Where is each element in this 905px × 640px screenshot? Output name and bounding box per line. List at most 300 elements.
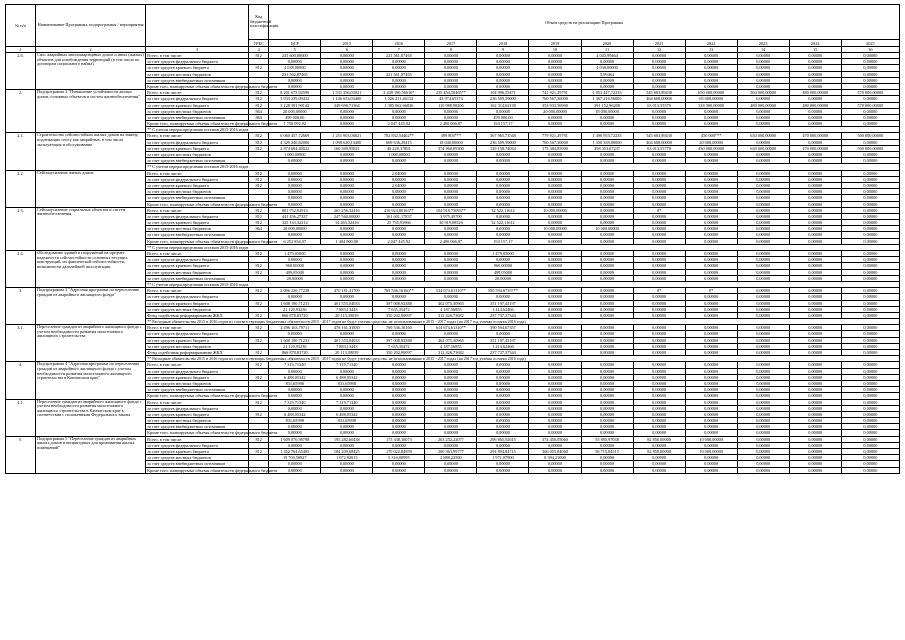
year-amount: 0,00000 (425, 418, 477, 424)
year-amount: 0,00000 (477, 71, 529, 77)
year-amount: 410 924,80163** (373, 207, 425, 213)
year-amount: 0,00000 (685, 182, 737, 188)
year-amount: 0,00000 (841, 380, 899, 386)
year-amount: 55 895,97038 (581, 436, 633, 442)
year-amount: 0,00000 (737, 362, 789, 368)
year-amount: 0,00000 (789, 53, 841, 59)
header-column-index: 6 (321, 47, 373, 53)
year-amount: 0,00000 (373, 176, 425, 182)
year-amount: 0,00000 (737, 53, 789, 59)
header-column-index: 11 (581, 47, 633, 53)
year-amount: 0,00000 (841, 189, 899, 195)
year-amount: 0,00000 (789, 418, 841, 424)
footnote: ** С учетом перераспределения остатков 2015-2016 годов (146, 164, 900, 170)
year-amount: 0,00000 (841, 461, 899, 467)
funding-source: за счет средств федерального бюджета (146, 96, 249, 102)
header-column-index: 8 (425, 47, 477, 53)
year-amount: 0,00000 (321, 263, 373, 269)
year-amount: 0,00000 (477, 257, 529, 263)
funding-source: за счет средств федерального бюджета (146, 442, 249, 448)
year-amount: 0,00000 (581, 362, 633, 368)
year-amount: 0,00000 (685, 269, 737, 275)
year-amount: 0,00000 (425, 176, 477, 182)
year-amount: 0,00000 (425, 114, 477, 120)
year-amount: 2 047 445,92 (373, 121, 425, 127)
year-amount: 0,00000 (477, 387, 529, 393)
year-amount: 0,00000 (841, 152, 899, 158)
year-amount: 0,00000 (529, 325, 581, 331)
year-amount: 0,00000 (841, 207, 899, 213)
year-amount: 0,00000 (529, 294, 581, 300)
year-amount: 318 300,00000 (685, 102, 737, 108)
year-amount: 0,00000 (789, 65, 841, 71)
year-amount: 0,00000 (737, 114, 789, 120)
year-amount: 0,00000 (581, 158, 633, 164)
year-amount: 0,00000 (373, 251, 425, 257)
year-amount: 0,00000 (737, 189, 789, 195)
funding-source: за счет средств краевого бюджета (146, 337, 249, 343)
year-amount: 298 353,07237 (581, 145, 633, 151)
year-amount: 0,00000 (529, 467, 581, 473)
year-amount: 0,00000 (373, 83, 425, 89)
year-amount: 0,00000 (581, 176, 633, 182)
funding-source: за счет средств внебюджетных источников (146, 232, 249, 238)
year-amount: 669 636,29415 (373, 139, 425, 145)
total-amount: 801 752,02913 (269, 207, 321, 213)
year-amount: 0,00000 (789, 83, 841, 89)
year-amount: 0,00000 (685, 399, 737, 405)
funding-source: Всего, в том числе: (146, 90, 249, 96)
year-amount: 0,00000 (529, 53, 581, 59)
year-amount: 0,00000 (581, 430, 633, 436)
total-amount: 0,00000 (269, 294, 321, 300)
year-amount: 0,00000 (737, 201, 789, 207)
year-amount: 0,00000 (581, 455, 633, 461)
year-amount: 2 490 066,07 (425, 238, 477, 244)
year-amount: 0,00000 (633, 195, 685, 201)
year-amount: 0,00000 (841, 269, 899, 275)
year-amount: 0,00000 (425, 393, 477, 399)
year-amount: 0,00000 (633, 71, 685, 77)
grbs-code: 812 (249, 96, 269, 102)
year-amount: 470 000,00000 (789, 133, 841, 139)
year-amount: 0,00000 (789, 442, 841, 448)
header-column-index: 3 (146, 47, 249, 53)
funding-source: за счет средств местных бюджетов (146, 152, 249, 158)
total-amount: 0,00000 (269, 77, 321, 83)
year-amount: 0,00000 (321, 121, 373, 127)
funding-source: Кроме того, планируемые объемы обязательств федерального бюджета (147, 430, 278, 436)
program-funding-table (5, 4, 900, 474)
year-amount: 0,00000 (789, 170, 841, 176)
year-amount: 0,00000 (581, 424, 633, 430)
year-amount: 0,00000 (581, 170, 633, 176)
row-number: 2.4. (6, 251, 36, 288)
year-amount: 560 000,00000 (737, 90, 789, 96)
year-amount: 0,00000 (633, 467, 685, 473)
year-amount: 0,00000 (841, 182, 899, 188)
year-amount: 1 146 653,03400 (321, 96, 373, 102)
year-amount: 0,00000 (789, 449, 841, 455)
funding-source: Всего, в том числе: (146, 53, 249, 59)
year-amount: 0,00000 (529, 59, 581, 65)
header-column-index: 4 (249, 47, 269, 53)
funding-source: за счет средств внебюджетных источников (146, 461, 249, 467)
year-amount: 0,00000 (581, 393, 633, 399)
year-amount: 0,00000 (425, 411, 477, 417)
year-amount: 0,00000 (581, 350, 633, 356)
year-amount: 391 152,96208 (581, 102, 633, 108)
year-amount: 0,00000 (373, 294, 425, 300)
year-amount: 0,00000 (321, 170, 373, 176)
year-amount: 0,00000 (737, 306, 789, 312)
year-amount: 0,00000 (789, 300, 841, 306)
total-amount: 0,00000 (269, 182, 321, 188)
year-amount: 0,00000 (529, 306, 581, 312)
year-amount: 397 008,92388 (373, 300, 425, 306)
row-number: 2.6. (6, 53, 36, 90)
year-amount: 367 965,73548 (477, 133, 529, 139)
year-amount: 14 263,32416 (321, 220, 373, 226)
year-amount: 0,00000 (737, 207, 789, 213)
year-amount: 0,00000 (841, 288, 899, 294)
year-amount: 0,00000 (789, 350, 841, 356)
year-amount: 0,00000 (529, 275, 581, 281)
year-amount: 0,00000 (737, 213, 789, 219)
total-amount: 19 703,50827 (269, 455, 321, 461)
total-amount: 0,00000 (269, 257, 321, 263)
year-amount: 0,00000 (477, 189, 529, 195)
year-amount: 1 251 903,06821 (321, 133, 373, 139)
funding-source: за счет средств внебюджетных источников (146, 387, 249, 393)
grbs-code: 812 (249, 374, 269, 380)
year-amount: 0,00000 (425, 380, 477, 386)
year-amount: 0,00000 (841, 275, 899, 281)
funding-source: за счет средств федерального бюджета (146, 176, 249, 182)
year-amount: 32 522,11612 (477, 207, 529, 213)
year-amount: 0,00000 (373, 461, 425, 467)
year-amount: 236 509,59000 (477, 96, 529, 102)
total-amount: 499,05000 (269, 269, 321, 275)
funding-source: за счет средств федерального бюджета (146, 59, 249, 65)
year-amount: 0,00000 (321, 461, 373, 467)
year-amount: 0,00000 (737, 257, 789, 263)
year-amount: 397 008,92388 (373, 337, 425, 343)
year-amount: 0,00000 (633, 220, 685, 226)
year-amount: 0,00000 (737, 430, 789, 436)
year-amount: 0,00000 (737, 232, 789, 238)
year-amount: 470 000,00000 (789, 145, 841, 151)
year-amount: 0,00000 (633, 418, 685, 424)
year-amount: 0,00000 (685, 461, 737, 467)
funding-source: за счет средств федерального бюджета (146, 139, 249, 145)
year-amount: 0,00000 (425, 387, 477, 393)
year-amount: 7 635,35472 (373, 306, 425, 312)
year-amount: 6 488,05342 (321, 374, 373, 380)
year-amount: 769 536,16160 (373, 325, 425, 331)
year-amount: 0,00000 (789, 251, 841, 257)
year-amount: 104 918,73093** (425, 207, 477, 213)
funding-source: Всего, в том числе: (146, 207, 249, 213)
funding-source: Всего, в том числе: (146, 133, 249, 139)
year-amount: 0,00000 (321, 269, 373, 275)
year-amount: 0,00000 (633, 251, 685, 257)
year-amount: 0,00000 (633, 152, 685, 158)
year-amount: 0,00000 (425, 269, 477, 275)
year-amount: 0,00000 (425, 77, 477, 83)
year-amount: 0,00000 (841, 418, 899, 424)
total-amount: 0,00000 (269, 387, 321, 393)
year-amount: 0,00000 (685, 430, 737, 436)
row-number: 3. (6, 288, 36, 325)
year-amount: 0,00000 (841, 350, 899, 356)
year-amount: 0,00000 (789, 294, 841, 300)
funding-source: за счет средств местных бюджетов (146, 189, 249, 195)
year-amount: 0,00000 (789, 59, 841, 65)
year-amount: 0,00000 (633, 53, 685, 59)
year-amount: 480 000,00000 (789, 90, 841, 96)
year-amount: 0,00000 (425, 424, 477, 430)
year-amount: 0,00000 (633, 114, 685, 120)
total-amount: 0,00000 (269, 83, 321, 89)
year-amount: 0,00000 (685, 418, 737, 424)
funding-source: Всего, в том числе: (146, 288, 249, 294)
total-amount: 4 329 240,82000 (269, 139, 321, 145)
year-amount: 0,00000 (477, 226, 529, 232)
year-amount: 0,00000 (633, 411, 685, 417)
header-row-num: № п/п (6, 5, 36, 47)
grbs-code: 812 (249, 350, 269, 356)
year-amount: 0,00000 (633, 176, 685, 182)
total-amount: 20 000,00000 (269, 108, 321, 114)
year-amount: 0,00000 (581, 232, 633, 238)
header-grbs: ГРБС (249, 40, 269, 47)
year-amount: 20 113,39039 (321, 312, 373, 318)
year-amount: 0,00000 (685, 238, 737, 244)
year-amount: 0,00000 (737, 139, 789, 145)
year-amount: 1 479,05000 (477, 251, 529, 257)
year-amount: 0,00000 (373, 418, 425, 424)
year-amount: 4 187,56855 (425, 306, 477, 312)
year-amount: 0,00000 (737, 467, 789, 473)
year-amount: 0,00000 (737, 195, 789, 201)
year-amount: 0,00000 (841, 257, 899, 263)
header-column-index: 14 (737, 47, 789, 53)
year-amount: 0,00000 (789, 399, 841, 405)
grbs-code: 812 (249, 411, 269, 417)
total-amount: 21 120,93236 (269, 343, 321, 349)
year-amount: 0,00000 (321, 176, 373, 182)
funding-source: Всего, в том числе: (146, 251, 249, 257)
funding-source: за счет средств внебюджетных источников (146, 77, 249, 83)
header-column-index: 12 (633, 47, 685, 53)
program-name: Подпрограмма 4 "Адресная программа по переселению граждан из аварийного жилищного фонда с учетом необходимости развития малоэтажного жилищного строительства в Камчатском крае" (36, 362, 146, 399)
year-amount: 18 000,00000 (581, 108, 633, 114)
year-amount: 0,00000 (425, 158, 477, 164)
year-amount: 0,00000 (789, 226, 841, 232)
year-amount: 1 971,07900 (477, 455, 529, 461)
footnote: ** Расходные обязательства 2015 и 2016 годов из соответствующих бюджетных обязательств 2015 - 2017 годов не будут учтены средства, не использованные в 2015 - 2017 годах (на 2017 год учтены остатки 2016 года) (146, 356, 900, 362)
year-amount: 0,00000 (529, 418, 581, 424)
total-amount: 0,00000 (269, 195, 321, 201)
year-amount: 0,00000 (581, 275, 633, 281)
row-number: 2. (6, 90, 36, 133)
year-amount: 20 000,00000 (685, 139, 737, 145)
table-row (6, 362, 900, 368)
year-amount: 0,00000 (321, 467, 373, 473)
year-amount: 0,00000 (477, 65, 529, 71)
year-amount: 0,00000 (425, 152, 477, 158)
year-amount: 0,00000 (737, 350, 789, 356)
total-amount: 960,00000 (269, 263, 321, 269)
year-amount: 350 202,90097 (373, 312, 425, 318)
year-amount: 0,00000 (685, 343, 737, 349)
grbs-code: 812 (249, 269, 269, 275)
year-amount: 0,00000 (841, 201, 899, 207)
year-amount: 0,00000 (373, 399, 425, 405)
year-amount: 0,00000 (737, 312, 789, 318)
year-amount: 0,00000 (841, 263, 899, 269)
year-amount: 0,00000 (425, 170, 477, 176)
year-amount: 462 075,30965 (425, 300, 477, 306)
funding-source: Кроме того, планируемые объемы обязательств федерального бюджета (147, 238, 278, 244)
total-amount: 1 479,05000 (269, 251, 321, 257)
year-amount: 0,00000 (529, 343, 581, 349)
year-amount: 0,00000 (685, 275, 737, 281)
year-amount: 0,00000 (737, 449, 789, 455)
year-amount: 0,00000 (633, 337, 685, 343)
total-amount: 0,00000 (269, 393, 321, 399)
grbs-code: 812 (249, 170, 269, 176)
year-amount: 0,00000 (737, 238, 789, 244)
year-amount: 0,00000 (841, 300, 899, 306)
year-amount: 0,00000 (841, 53, 899, 59)
year-amount: 0,00000 (789, 430, 841, 436)
year-amount: 0,00000 (633, 387, 685, 393)
year-amount: 450 000*** (685, 133, 737, 139)
header-kbk: Код бюджетной классификации (249, 5, 269, 40)
year-amount: 0,00000 (789, 257, 841, 263)
year-amount: 1 414,62466 (477, 306, 529, 312)
header-column-index: 10 (529, 47, 581, 53)
year-amount: 0,00000 (633, 182, 685, 188)
grbs-code: 812 (249, 251, 269, 257)
year-amount: 0,00000 (529, 213, 581, 219)
year-amount: 0,00000 (321, 189, 373, 195)
year-amount: 0,00000 (633, 83, 685, 89)
total-amount: 231 562,87465 (269, 71, 321, 77)
year-amount: 0,00000 (321, 331, 373, 337)
year-amount: 0,00000 (477, 399, 529, 405)
year-amount: 0,00000 (633, 201, 685, 207)
year-amount: 0,00000 (633, 238, 685, 244)
year-amount: 0,00000 (737, 442, 789, 448)
year-amount: 464 608,00000 (633, 96, 685, 102)
year-amount: 0,00000 (425, 201, 477, 207)
year-amount: 2 449 190,56616* (373, 90, 425, 96)
year-amount: 175 384,85900 (529, 145, 581, 151)
year-amount: 0,00000 (321, 83, 373, 89)
year-amount: 0,00000 (685, 226, 737, 232)
funding-source: Кроме того, планируемые объемы обязательств федерального бюджета (147, 393, 278, 399)
total-amount: 21 120,93236 (269, 306, 321, 312)
year-amount: 247 560,00000 (321, 213, 373, 219)
total-amount: 0,00000 (269, 467, 321, 473)
year-amount: 0,00000 (529, 158, 581, 164)
year-amount: 0,00000 (581, 325, 633, 331)
year-amount: 7 883,13443 (321, 306, 373, 312)
year-amount: 7 319,71340 (321, 399, 373, 405)
year-amount: 0,00000 (321, 182, 373, 188)
year-amount: 0,00000 (737, 411, 789, 417)
year-amount: 760 567,30000 (529, 96, 581, 102)
funding-source: за счет средств краевого бюджета (146, 300, 249, 306)
year-amount: 0,00000 (633, 108, 685, 114)
total-amount: 20,00000 (269, 275, 321, 281)
year-amount: 0,00000 (425, 108, 477, 114)
year-amount: 0,00000 (737, 405, 789, 411)
year-amount: 2 490 066,07 (425, 121, 477, 127)
year-amount: 0,00000 (373, 158, 425, 164)
funding-source: за счет средств федерального бюджета (146, 331, 249, 337)
year-amount: 0,00000 (425, 331, 477, 337)
year-amount: 0,00000 (737, 121, 789, 127)
year-amount: 20 113,39039 (321, 350, 373, 356)
year-amount: 0,00000 (685, 71, 737, 77)
grbs-code: 812 (249, 139, 269, 145)
year-amount: 0,00000 (425, 294, 477, 300)
funding-source: за счет средств внебюджетных источников (146, 158, 249, 164)
year-amount: 0,00000 (321, 53, 373, 59)
header-column-index: 16 (841, 47, 899, 53)
year-amount: 0,00000 (685, 158, 737, 164)
year-amount: 0,00000 (841, 312, 899, 318)
year-amount: 0,00000 (841, 424, 899, 430)
year-amount: 0,00000 (425, 226, 477, 232)
row-number: 4. (6, 362, 36, 399)
year-amount: 0,00000 (529, 442, 581, 448)
year-amount: 0,00000 (737, 108, 789, 114)
year-amount: 0,00000 (581, 467, 633, 473)
year-amount: 0,00000 (373, 226, 425, 232)
year-amount: 0,00000 (373, 442, 425, 448)
year-amount: 0,00000 (529, 337, 581, 343)
year-amount: 0,00000 (737, 418, 789, 424)
year-amount: 0,00000 (633, 306, 685, 312)
year-amount: 0,00000 (581, 59, 633, 65)
year-amount: 43 974,65374 (425, 96, 477, 102)
year-amount: 2 888,22500 (425, 455, 477, 461)
year-amount: 650 000,00000 (685, 90, 737, 96)
year-amount: 0,00000 (841, 108, 899, 114)
year-amount: 0,00000 (373, 430, 425, 436)
year-amount: 6 488,05342 (321, 411, 373, 417)
year-amount: 65 000,00000 (685, 96, 737, 102)
year-amount: 1 385 062,66836 (373, 102, 425, 108)
total-amount: 3 128 391,90142 (269, 102, 321, 108)
year-amount: 0,00000 (737, 331, 789, 337)
year-amount: 0,00000 (789, 405, 841, 411)
year-amount: 0,00000 (789, 288, 841, 294)
year-amount: 0,00000 (633, 263, 685, 269)
year-amount: 0,00000 (373, 189, 425, 195)
year-amount: 25 735,93966 (373, 220, 425, 226)
year-amount: 741 921,29791 (529, 90, 581, 96)
year-amount: 0,00000 (373, 114, 425, 120)
year-amount: 0,00000 (321, 405, 373, 411)
year-amount: 0,00000 (841, 220, 899, 226)
year-amount: 0,00000 (529, 411, 581, 417)
